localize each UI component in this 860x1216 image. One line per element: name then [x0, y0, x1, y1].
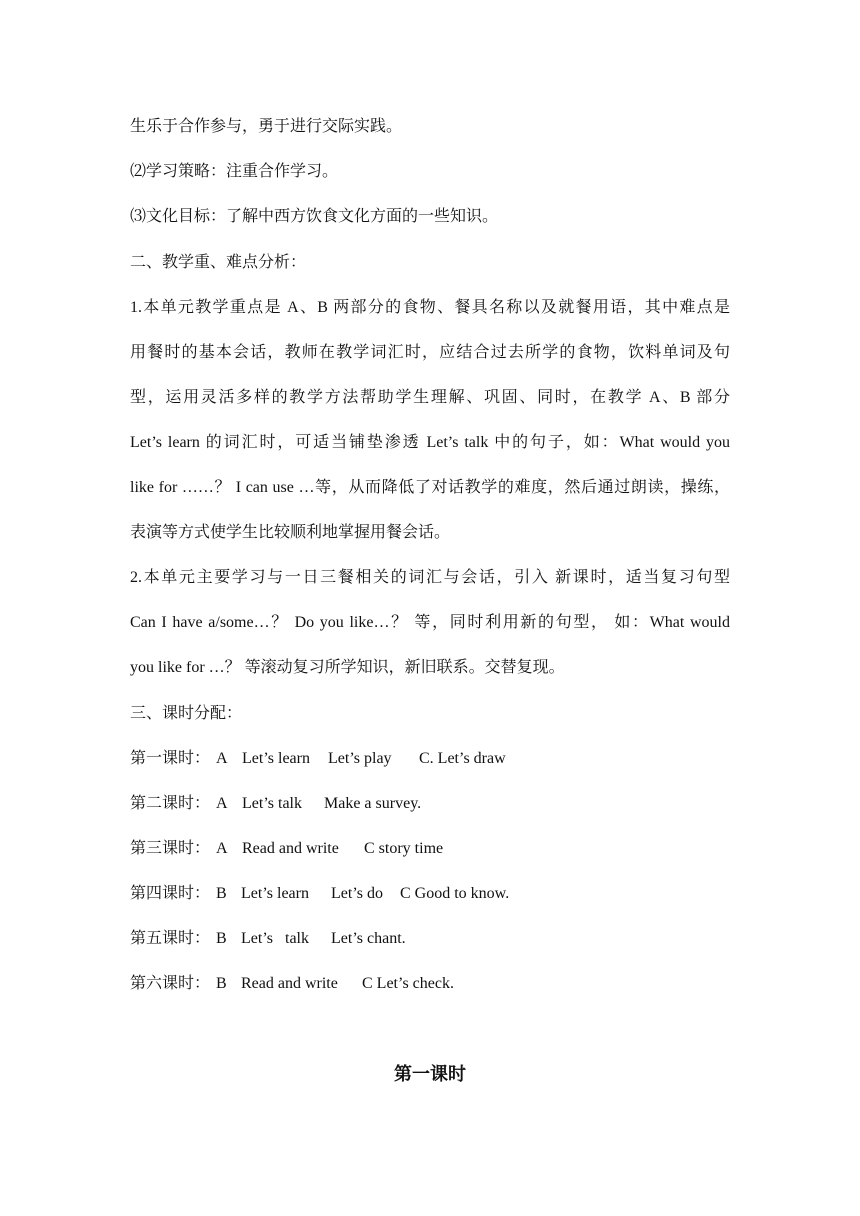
schedule-part: A [216, 750, 228, 767]
schedule-row [130, 974, 730, 994]
paragraph-line: 型，运用灵活多样的教学方法帮助学生理解、巩固、同时，在教学 A、B 部分 [130, 389, 730, 406]
schedule-item: Let’s talk [242, 795, 302, 812]
schedule-row [130, 749, 730, 769]
schedule-item: C. Let’s draw [419, 750, 506, 767]
paragraph-line: Let’s learn 的词汇时，可适当铺垫渗透 Let’s talk 中的句子，如：What would you [130, 434, 730, 451]
schedule-item: Let’s do [331, 885, 383, 902]
paragraph-line: 表演等方式使学生比较顺利地掌握用餐会话。 [130, 524, 451, 541]
paragraph-line: 用餐时的基本会话，教师在教学词汇时，应结合过去所学的食物，饮料单词及句 [130, 344, 730, 361]
schedule-item: Read and write [242, 840, 339, 857]
schedule-item: Let’s talk [241, 930, 309, 947]
schedule-row [130, 884, 730, 904]
schedule-label: 第一课时： [130, 750, 211, 767]
schedule-item: Make a survey. [324, 795, 422, 812]
section-heading-schedule: 三、课时分配： [130, 705, 243, 722]
section-heading-key-points: 二、教学重、难点分析： [130, 254, 307, 271]
objective-learning-strategy: ⑵学习策略：注重合作学习。 [130, 163, 339, 180]
objective-culture: ⑶文化目标：了解中西方饮食文化方面的一些知识。 [130, 208, 499, 225]
schedule-part: B [216, 975, 227, 992]
schedule-part: B [216, 885, 227, 902]
schedule-label: 第六课时： [130, 975, 211, 992]
schedule-item: C Good to know. [400, 885, 510, 902]
schedule-item: Read and write [241, 975, 338, 992]
schedule-label: 第二课时： [130, 795, 211, 812]
paragraph-line: you like for …？ 等滚动复习所学知识，新旧联系。交替复现。 [130, 659, 565, 676]
lesson-title: 第一课时 [394, 1064, 466, 1084]
paragraph-line: like for ……？ I can use …等，从而降低了对话教学的难度，然后通过朗读，操练， [130, 479, 730, 496]
schedule-item: C story time [364, 840, 444, 857]
schedule-item: Let’s learn [242, 750, 310, 767]
paragraph-line: 1.本单元教学重点是 A、B 两部分的食物、餐具名称以及就餐用语，其中难点是 [130, 299, 730, 316]
objective-continued: 生乐于合作参与，勇于进行交际实践。 [130, 118, 403, 135]
schedule-row [130, 794, 730, 814]
schedule-row [130, 929, 730, 949]
schedule-label: 第三课时： [130, 840, 211, 857]
schedule-part: A [216, 840, 228, 857]
schedule-item: Let’s learn [241, 885, 309, 902]
schedule-part: B [216, 930, 227, 947]
schedule-item: Let’s chant. [331, 930, 406, 947]
paragraph-line: 2.本单元主要学习与一日三餐相关的词汇与会话，引入 新课时，适当复习句型 [130, 569, 730, 586]
schedule-item: Let’s play [328, 750, 392, 767]
schedule-item: C Let’s check. [362, 975, 454, 992]
schedule-label: 第四课时： [130, 885, 211, 902]
schedule-row [130, 839, 730, 859]
schedule-label: 第五课时： [130, 930, 211, 947]
schedule-part: A [216, 795, 228, 812]
paragraph-line: Can I have a/some…？ Do you like…？ 等，同时利用新的句型， 如：What would [130, 614, 730, 631]
